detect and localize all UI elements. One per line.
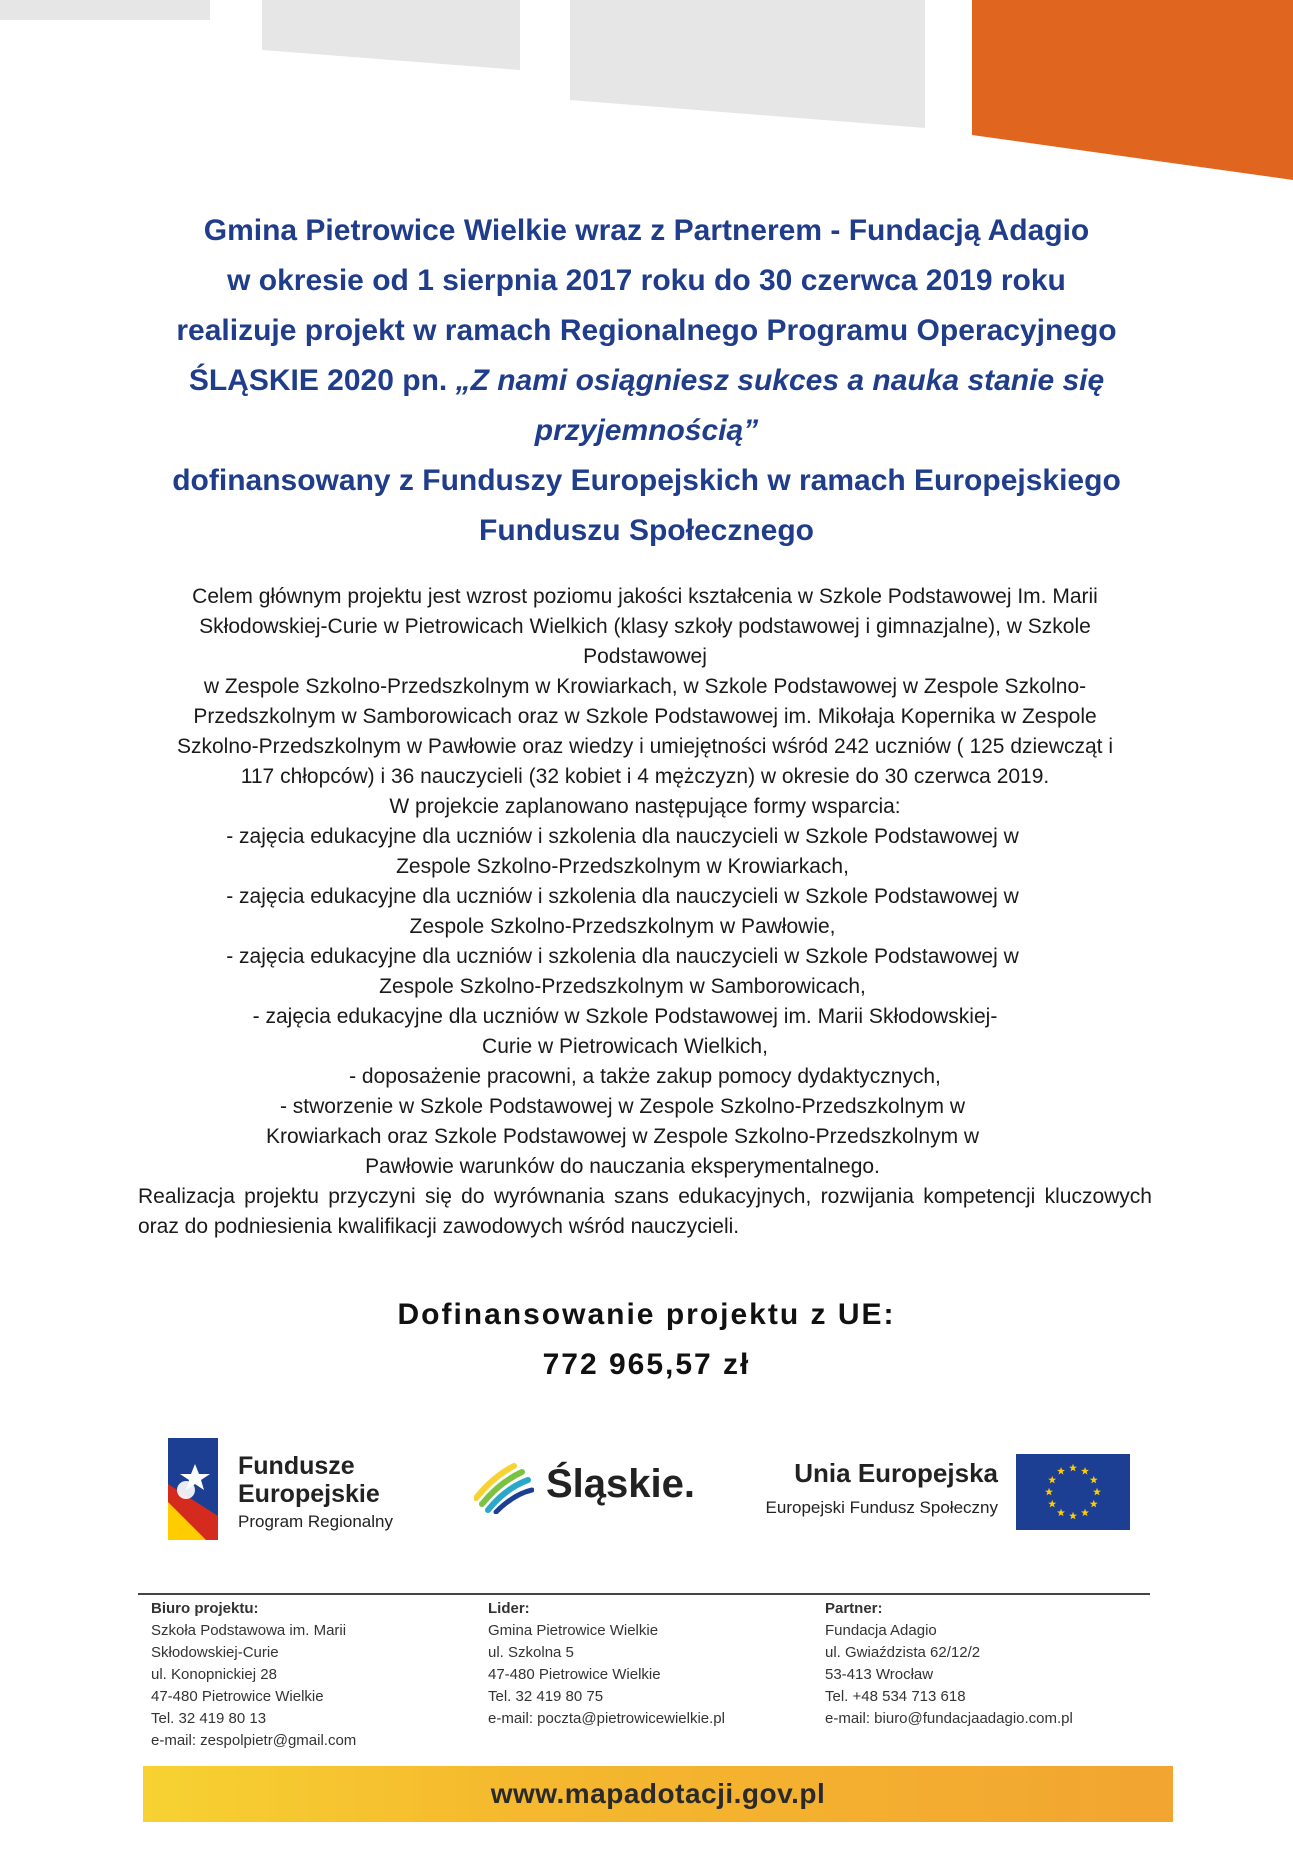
footer-leader-email[interactable]: e-mail: poczta@pietrowicewielkie.pl xyxy=(488,1710,725,1727)
top-decoration xyxy=(0,0,1293,190)
funding-amount: 772 965,57 zł xyxy=(542,1348,751,1381)
footer-leader-line: Tel. 32 419 80 75 xyxy=(488,1688,604,1705)
footer-leader-line: Gmina Pietrowice Wielkie xyxy=(488,1622,659,1639)
eu-flag-icon xyxy=(1016,1454,1130,1530)
fe-line-3: Program Regionalny xyxy=(238,1512,393,1531)
support-intro: W projekcie zaplanowano następujące formy wsparcia: xyxy=(389,795,901,818)
footer-office-heading: Biuro projektu: xyxy=(151,1600,259,1617)
slaskie-waves-icon xyxy=(474,1458,534,1514)
headline-program: ŚLĄSKIE 2020 pn. xyxy=(188,364,456,397)
footer-partner xyxy=(825,1598,1073,1730)
fundusze-europejskie-emblem-icon xyxy=(160,1436,220,1542)
footer-office-line: 47-480 Pietrowice Wielkie xyxy=(151,1688,324,1705)
footer-leader-line: ul. Szkolna 5 xyxy=(488,1644,574,1661)
support-item: - zajęcia edukacyjne dla uczniów i szkolenia dla nauczycieli w Szkole Podstawowej w Zespole Szkolno-Przedszkolnym w Samborowicach, xyxy=(226,945,1019,998)
project-description xyxy=(140,582,1150,1242)
footer-partner-line: Fundacja Adagio xyxy=(825,1622,937,1639)
headline-line-3: realizuje projekt w ramach Regionalnego Programu Operacyjnego xyxy=(176,314,1117,347)
slaskie-wordmark: Śląskie. xyxy=(546,1462,696,1506)
project-headline xyxy=(120,206,1173,556)
ue-line-2: Europejski Fundusz Społeczny xyxy=(765,1498,998,1517)
headline-line-7: Funduszu Społecznego xyxy=(479,514,814,547)
support-item: - zajęcia edukacyjne dla uczniów i szkolenia dla nauczycieli w Szkole Podstawowej w Zespole Szkolno-Przedszkolnym w Krowiarkach, xyxy=(226,825,1019,878)
footer-office-line: Tel. 32 419 80 13 xyxy=(151,1710,267,1727)
ue-line-1: Unia Europejska xyxy=(794,1458,998,1488)
bottom-banner xyxy=(143,1766,1173,1822)
headline-line-4 xyxy=(120,356,1173,406)
footer-office-line: Szkoła Podstawowa im. Marii xyxy=(151,1622,347,1639)
footer-partner-line: 53-413 Wrocław xyxy=(825,1666,934,1683)
support-item: - stworzenie w Szkole Podstawowej w Zespole Szkolno-Przedszkolnym w Krowiarkach oraz Szkole Podstawowej w Zespole Szkolno-Przedszkolnym w Pawłowie warunków do nauczania eksperymentalnego. xyxy=(265,1095,980,1178)
website-link[interactable]: www.mapadotacji.gov.pl xyxy=(490,1778,826,1809)
footer-leader-line: 47-480 Pietrowice Wielkie xyxy=(488,1666,661,1683)
description-intro-2: w Zespole Szkolno-Przedszkolnym w Krowiarkach, w Szkole Podstawowej w Zespole Szkolno-Przedszkolnym w Samborowicach oraz w Szkole Podstawowej im. Mikołaja Kopernika w Zespole Szkolno-Przedszkolnym w Pawłowie oraz wiedzy i umiejętności wśród 242 uczniów ( 125 dziewcząt i 117 chłopców) i 36 nauczycieli (32 kobiet i 4 mężczyzn) w okresie do 30 czerwca 2019. xyxy=(176,675,1114,788)
project-title-part-2: przyjemnością” xyxy=(534,414,759,447)
footer-office-email[interactable]: e-mail: zespolpietr@gmail.com xyxy=(151,1732,357,1749)
footer-leader xyxy=(488,1598,725,1730)
footer-leader-heading: Lider: xyxy=(488,1600,530,1617)
footer-divider xyxy=(138,1593,1150,1595)
footer-project-office xyxy=(151,1598,356,1752)
unia-europejska-logo xyxy=(750,1454,1130,1534)
support-item: - doposażenie pracowni, a także zakup pomocy dydaktycznych, xyxy=(349,1065,941,1088)
description-intro: Celem głównym projektu jest wzrost poziomu jakości kształcenia w Szkole Podstawowej Im. Marii Skłodowskiej-Curie w Pietrowicach Wielkich (klasy szkoły podstawowej i gimnazjalne), w Szkole Podstawowej xyxy=(192,585,1098,668)
footer-office-line: Skłodowskiej-Curie xyxy=(151,1644,279,1661)
footer-partner-line: Tel. +48 534 713 618 xyxy=(825,1688,966,1705)
fe-line-1: Fundusze xyxy=(238,1452,355,1480)
footer-partner-email[interactable]: e-mail: biuro@fundacjaadagio.com.pl xyxy=(825,1710,1073,1727)
support-item: - zajęcia edukacyjne dla uczniów w Szkole Podstawowej im. Marii Skłodowskiej-Curie w Pietrowicach Wielkich, xyxy=(252,1005,998,1058)
headline-line-1: Gmina Pietrowice Wielkie wraz z Partnerem - Fundacją Adagio xyxy=(203,214,1090,247)
fundusze-europejskie-logo xyxy=(160,1436,420,1544)
fe-line-2: Europejskie xyxy=(238,1480,380,1508)
funding-label: Dofinansowanie projektu z UE: xyxy=(397,1298,896,1331)
support-item: - zajęcia edukacyjne dla uczniów i szkolenia dla nauczycieli w Szkole Podstawowej w Zespole Szkolno-Przedszkolnym w Pawłowie, xyxy=(226,885,1019,938)
headline-line-2: w okresie od 1 sierpnia 2017 roku do 30 czerwca 2019 roku xyxy=(227,264,1066,297)
funding-block xyxy=(120,1290,1173,1390)
slaskie-logo xyxy=(474,1458,694,1518)
project-title-part-1: „Z nami osiągniesz sukces a nauka stanie się xyxy=(455,364,1105,397)
footer-partner-heading: Partner: xyxy=(825,1600,883,1617)
description-conclusion: Realizacja projektu przyczyni się do wyrównania szans edukacyjnych, rozwijania kompetencji kluczowych oraz do podniesienia kwalifikacji zawodowych wśród nauczycieli. xyxy=(138,1185,1152,1238)
headline-line-6: dofinansowany z Funduszy Europejskich w ramach Europejskiego xyxy=(172,464,1121,497)
footer-office-line: ul. Konopnickiej 28 xyxy=(151,1666,277,1683)
footer-partner-line: ul. Gwiaździsta 62/12/2 xyxy=(825,1644,981,1661)
